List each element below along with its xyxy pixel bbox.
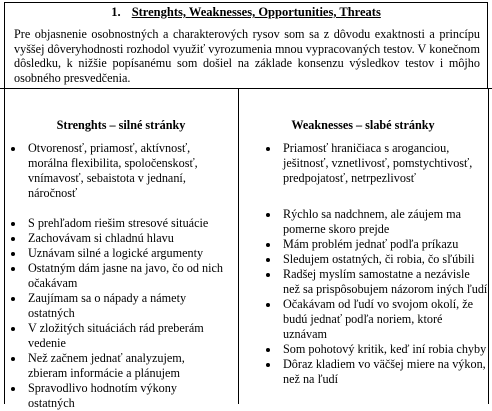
list-item: Očakávam od ľudí vo svojom okolí, že budú jednať podľa noriem, ktoré uznávam (263, 297, 489, 342)
list-item: Spravodlivo hodnotím výkony ostatných (8, 381, 226, 411)
weaknesses-title: Weaknesses – slabé stránky (291, 118, 435, 132)
list-item: Sledujem ostatných, či robia, čo sľúbili (263, 252, 489, 267)
strengths-list (8, 141, 226, 411)
list-item: Ostatným dám jasne na javo, čo od nich očakávam (8, 261, 226, 291)
strengths-title: Strenghts – silné stránky (56, 118, 186, 132)
section-heading (5, 5, 487, 20)
list-item: Uznávam silné a logické argumenty (8, 246, 226, 261)
list-item: Zaujímam sa o nápady a námety ostatných (8, 291, 226, 321)
intro-paragraph: Pre objasnenie osobnostných a charakterových rysov som sa z dôvodu exaktnosti a princípu vyššej dôveryhodnosti rozhodol využiť vyrozumenia mnou vypracovaných testov. V konečnom dôsledku, k nižšie popísanému som došiel na základe konsenzu výsledkov testov i môjho osobného presvedčenia. (14, 27, 480, 85)
list-item: Rýchlo sa nadchnem, ale záujem ma pomerne skoro prejde (263, 207, 489, 237)
intro-section (4, 2, 488, 88)
list-item: Zachovávam si chladnú hlavu (8, 231, 226, 246)
list-item: Priamosť hraničiaca s aroganciou, ješitnosť, vznetlivosť, pomstychtivosť, predpojatosť, netrpezlivosť (263, 141, 489, 186)
list-item: V zložitých situáciách rád preberám vedenie (8, 321, 226, 351)
list-item: S prehľadom riešim stresové situácie (8, 216, 226, 231)
table-left-border (4, 88, 5, 404)
list-item: Mám problém jednať podľa príkazu (263, 237, 489, 252)
list-item: Otvorenosť, priamosť, aktívnosť, morálna flexibilita, spoločenskosť, vnímavosť, sebaistota v jednaní, náročnosť (8, 141, 226, 201)
list-spacer (263, 186, 489, 207)
table-top-border (0, 88, 492, 89)
list-item: Dôraz kladiem vo väčšej miere na výkon, než na ľudí (263, 357, 489, 387)
list-item: Než začnem jednať analyzujem, zbieram informácie a plánujem (8, 351, 226, 381)
list-item: Som pohotový kritik, keď iní robia chyby (263, 342, 489, 357)
section-title: Strenghts, Weaknesses, Opportunities, Threats (131, 5, 381, 19)
table-column-divider (238, 88, 239, 404)
section-number: 1. (111, 5, 121, 19)
list-item: Radšej myslím samostatne a nezávisle než sa prispôsobujem názorom iných ľudí (263, 267, 489, 297)
list-spacer (8, 201, 226, 216)
weaknesses-list (263, 141, 489, 387)
